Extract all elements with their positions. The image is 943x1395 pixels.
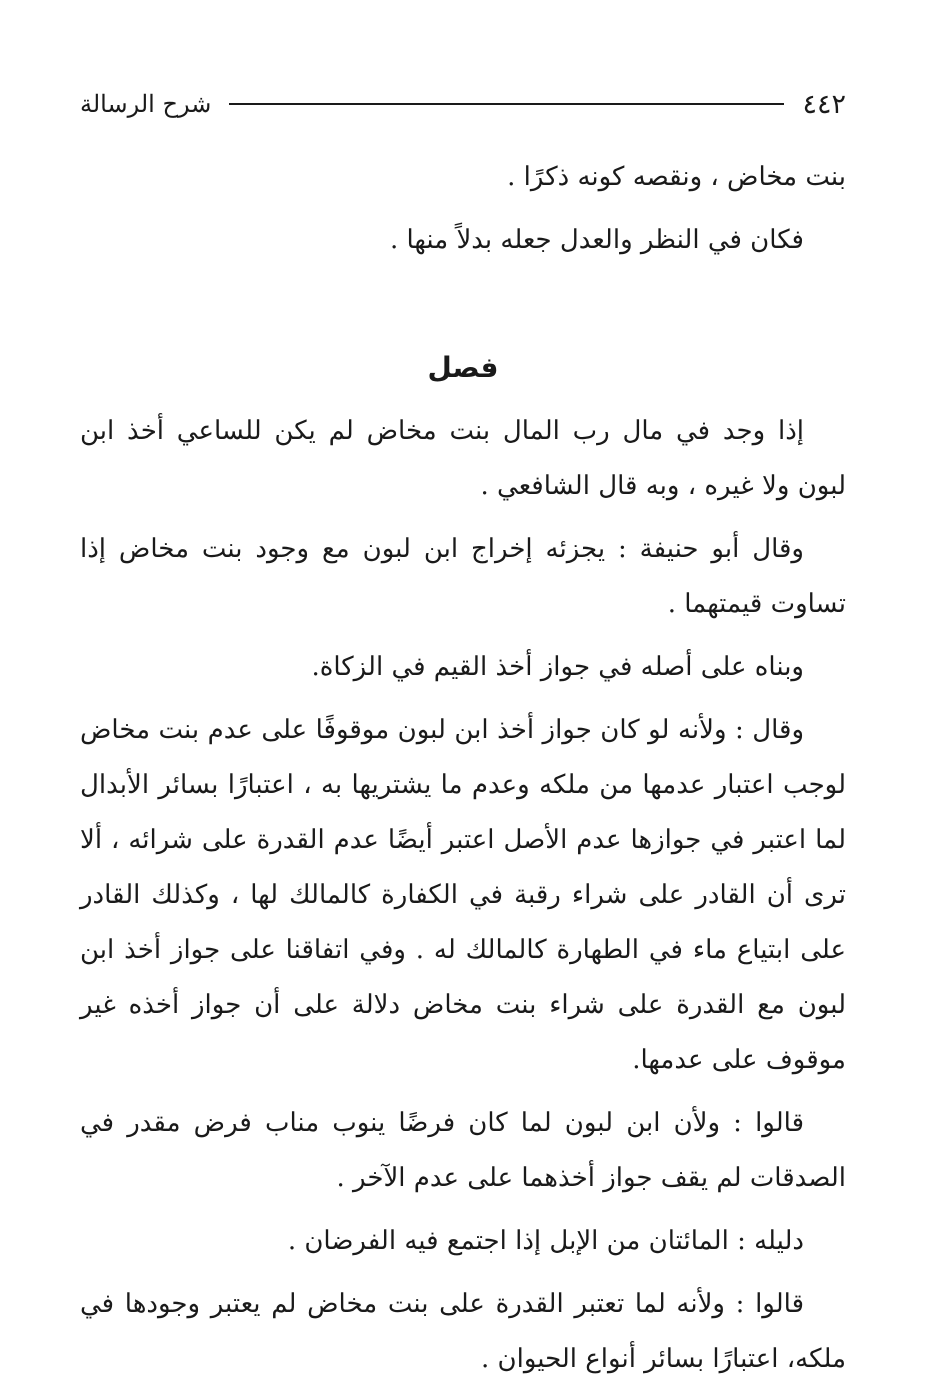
paragraph: وقال : ولأنه لو كان جواز أخذ ابن لبون موقوفًا على عدم بنت مخاض لوجب اعتبار عدمها من ملكه وعدم ما يشتريها به ، اعتبارًا بسائر الأبدال لما اعتبر في جوازها عدم الأصل اعتبر أيضًا عدم القدرة على شرائه ، ألا ترى أن القادر على شراء رقبة في الكفارة كالمالك لها ، وكذلك القادر على ابتياع ماء في الطهارة كالمالك له . وفي اتفاقنا على جواز أخذ ابن لبون مع القدرة على شراء بنت مخاض دلالة على أن جواز أخذه غير موقوف على عدمها. (80, 715, 846, 1075)
section-spacer (80, 276, 846, 338)
page-number: ٤٤٢ (802, 88, 846, 120)
paragraph: قالوا : ولأنه لما تعتبر القدرة على بنت مخاض لم يعتبر وجودها في ملكه، اعتبارًا بسائر أنواع الحيوان . (80, 1289, 846, 1374)
paragraph: فكان في النظر والعدل جعله بدلاً منها . (389, 225, 804, 255)
page-body (80, 150, 846, 1395)
paragraph: إذا وجد في مال رب المال بنت مخاض لم يكن للساعي أخذ ابن لبون ولا غيره ، وبه قال الشافعي . (80, 416, 846, 501)
page-header (80, 84, 846, 124)
paragraph: وبناه على أصله في جواز أخذ القيم في الزكاة. (311, 652, 804, 682)
paragraph: قالوا : ولأن ابن لبون لما كان فرضًا ينوب مناب فرض مقدر في الصدقات لم يقف جواز أخذهما على عدم الآخر . (80, 1108, 846, 1193)
paragraph: وقال أبو حنيفة : يجزئه إخراج ابن لبون مع وجود بنت مخاض إذا تساوت قيمتهما . (80, 534, 846, 619)
paragraph: بنت مخاض ، ونقصه كونه ذكرًا . (507, 162, 846, 192)
header-rule (229, 103, 784, 105)
paragraph: دليله : المائتان من الإبل إذا اجتمع فيه الفرضان . (287, 1226, 804, 1256)
section-title: فصل (427, 351, 499, 384)
running-title: شرح الرسالة (80, 90, 212, 118)
